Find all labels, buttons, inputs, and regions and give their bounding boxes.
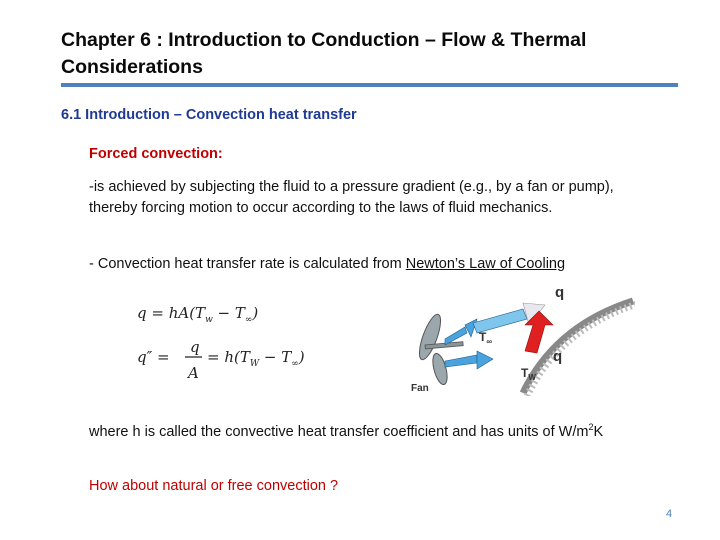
convection-equations [135, 296, 305, 388]
page-number: 4 [666, 508, 673, 520]
units-suffix: K [593, 424, 604, 440]
eq2-numerator: q [190, 338, 200, 356]
eq2-denominator: A [188, 364, 199, 382]
units-superscript: 2 [588, 422, 594, 433]
title-underline [61, 83, 678, 87]
t-wall-label: $T_W$ [521, 366, 536, 382]
forced-convection-heading: Forced convection: [89, 146, 223, 162]
eq1: $q = hA(T_w - T_\infty)$ [137, 304, 259, 325]
newton-law-link[interactable]: Newton’s Law of Cooling [405, 256, 566, 272]
eq2-rhs: = $h(T_W - T_\infty)$ [207, 348, 305, 369]
h-coefficient-sentence [89, 422, 649, 443]
forced-convection-description: -is achieved by subjecting the fluid to a pressure gradient (e.g., by a fan or pump), thereby forcing motion to occur according to the laws of fluid mechanics. [89, 179, 614, 216]
h-coefficient-text: where h is called the convective heat transfer coefficient and has units of W/m [89, 424, 589, 440]
eq2-lhs: q″ = [137, 348, 170, 366]
t-infinity-label: $T_\infty$ [479, 330, 493, 346]
newton-law-prefix: - Convection heat transfer rate is calculated from [89, 256, 406, 272]
q-right-label: q [553, 348, 563, 365]
forced-convection-figure [405, 281, 635, 396]
q-top-label: q [555, 284, 565, 301]
section-heading: 6.1 Introduction – Convection heat transfer [61, 107, 357, 123]
natural-convection-question: How about natural or free convection ? [89, 478, 339, 494]
slide-title: Chapter 6 : Introduction to Conduction – Flow & Thermal Considerations [61, 29, 587, 78]
fan-label: Fan [411, 383, 429, 394]
fan-icon [415, 312, 463, 386]
newton-law-sentence [89, 254, 649, 275]
